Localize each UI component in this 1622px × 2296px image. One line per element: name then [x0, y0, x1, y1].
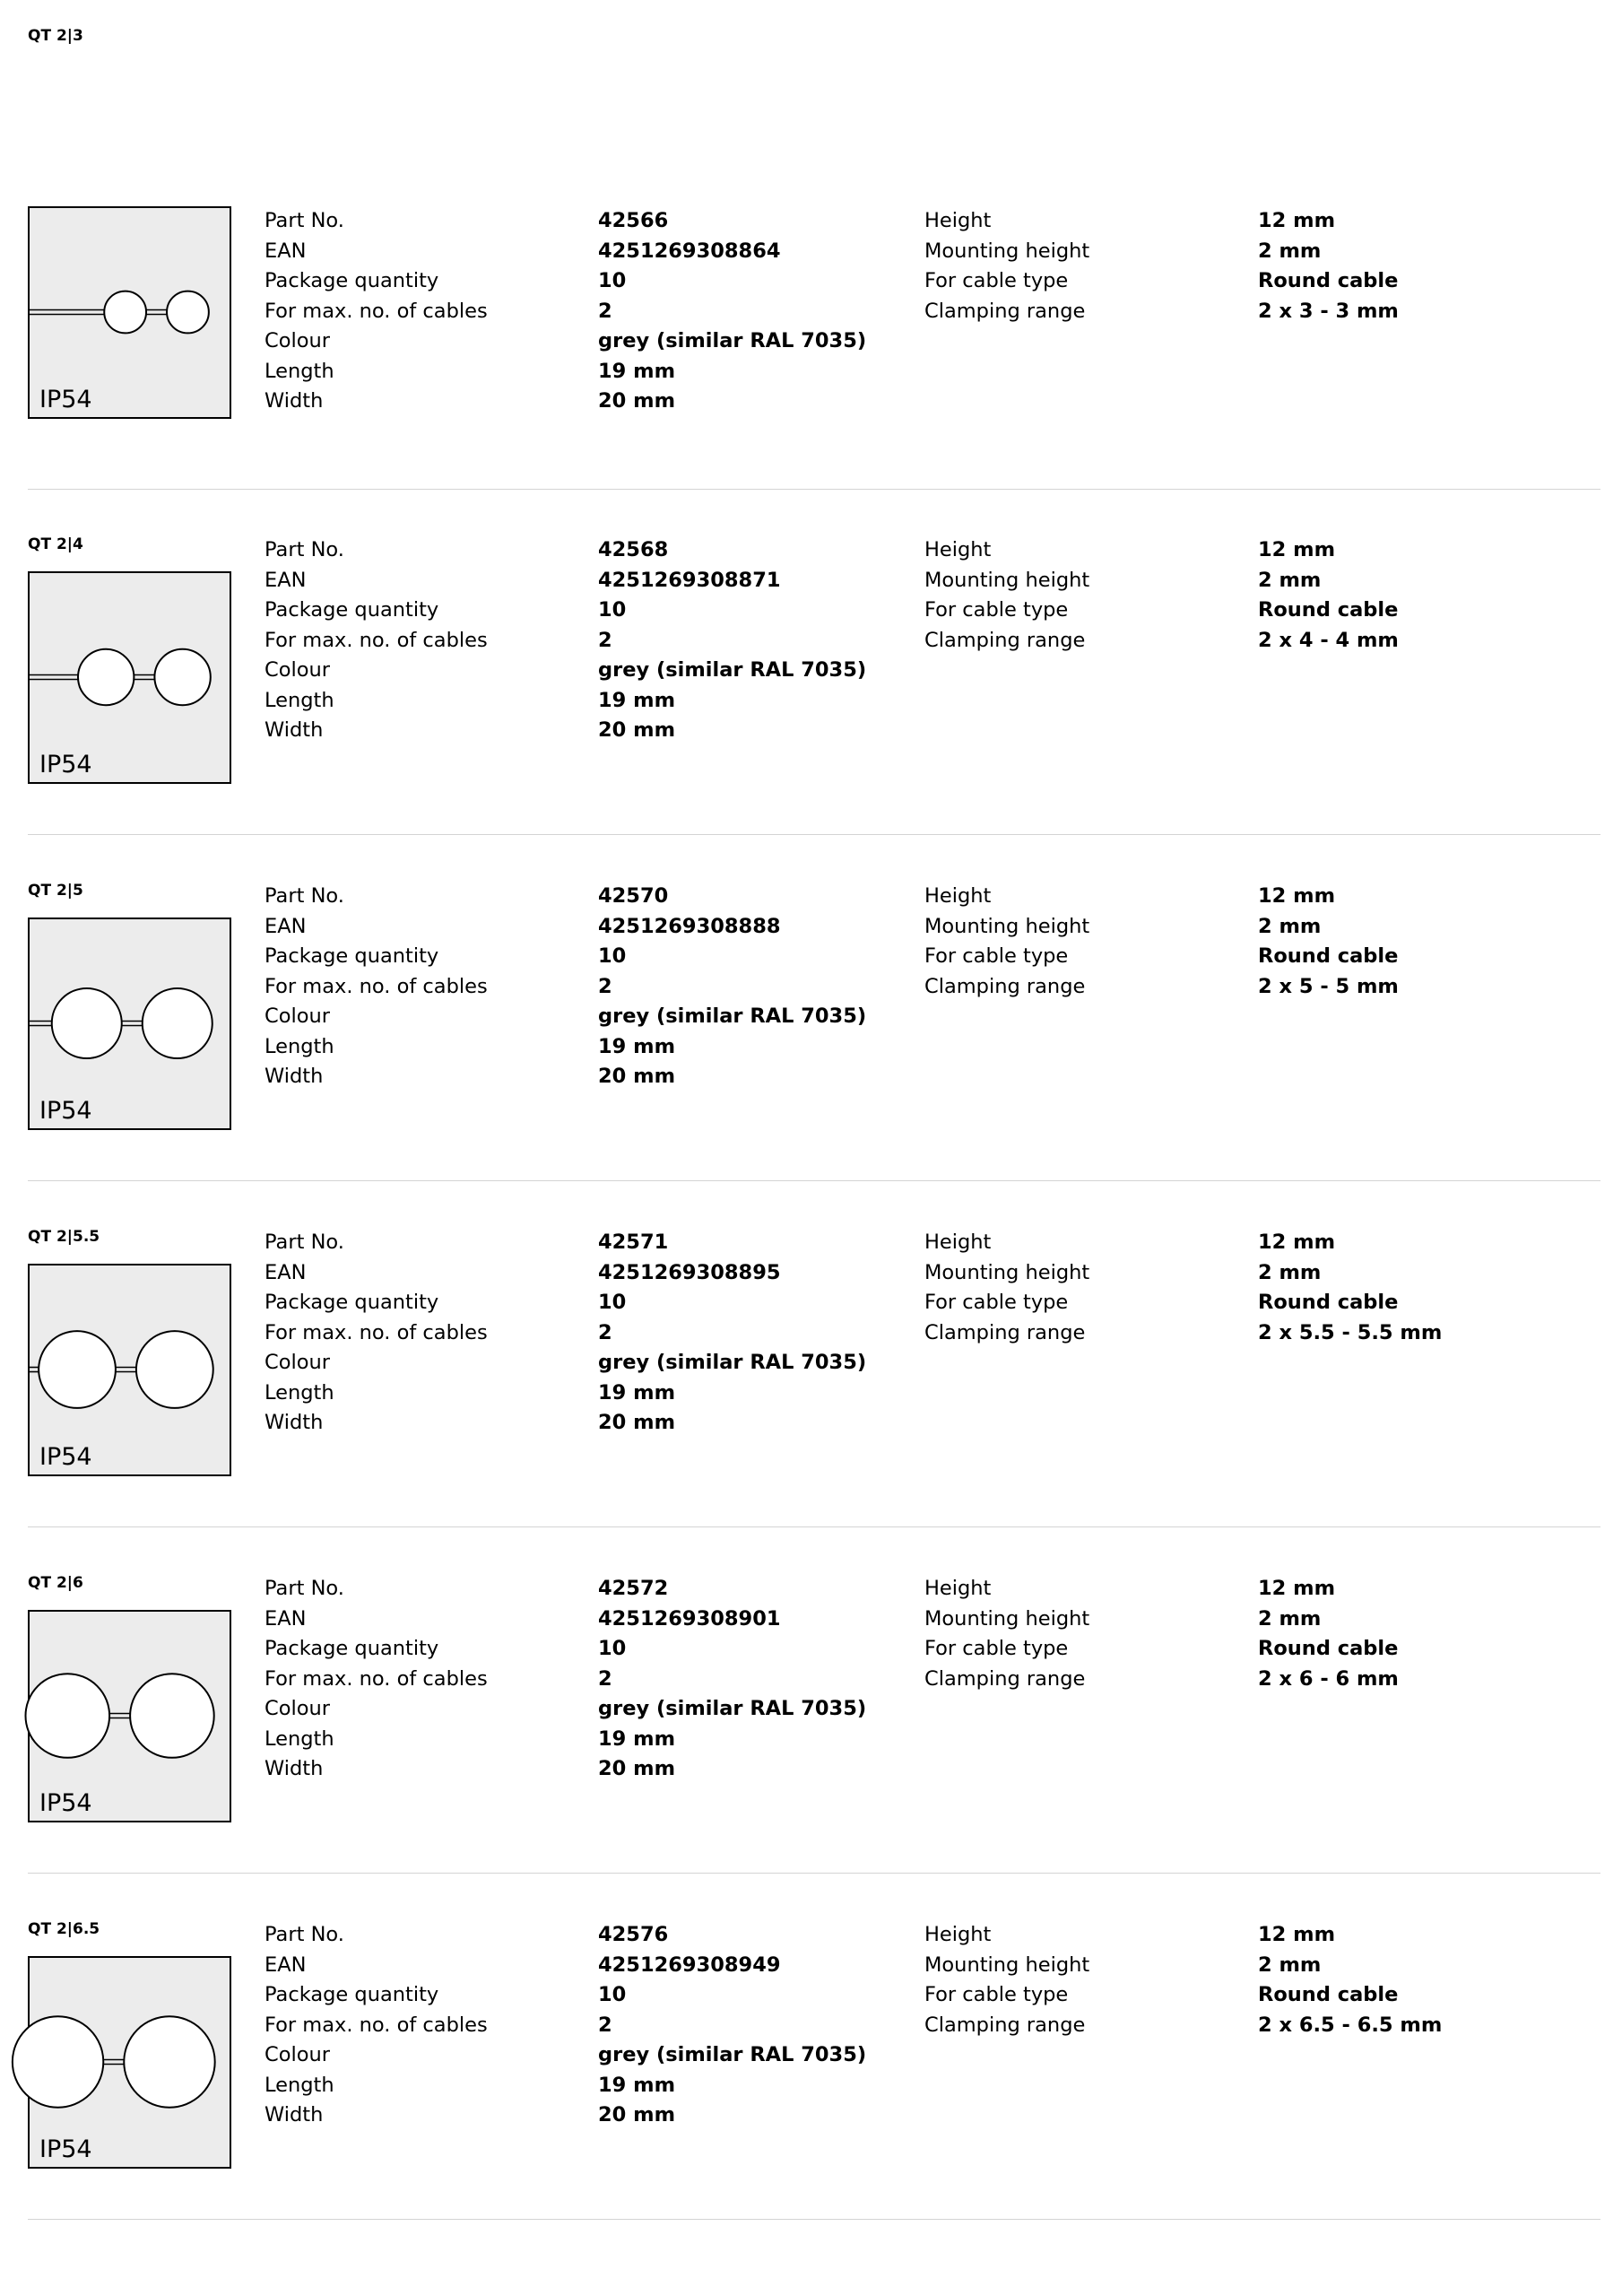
spec-value: 4251269308871: [598, 568, 781, 592]
spec-label: For max. no. of cables: [265, 628, 488, 652]
spec-value: 2 mm: [1258, 914, 1322, 938]
spec-label: EAN: [265, 1260, 307, 1284]
spec-column: [598, 535, 866, 746]
spec-value: 2 x 3 - 3 mm: [1258, 299, 1399, 323]
ip-rating-label: IP54: [39, 2135, 92, 2163]
separator: [28, 1180, 1600, 1181]
product-drawing: [28, 1956, 231, 2169]
spec-value: 12 mm: [1258, 209, 1336, 232]
spec-value: grey (similar RAL 7035): [598, 2043, 867, 2066]
spec-label: Height: [924, 884, 992, 908]
spec-value: 19 mm: [598, 688, 676, 712]
spec-column: [924, 1574, 1089, 1694]
spec-value: 42571: [598, 1231, 669, 1254]
spec-value: 2 x 5 - 5 mm: [1258, 974, 1399, 998]
spec-value: 2 x 5.5 - 5.5 mm: [1258, 1320, 1443, 1344]
spec-column: [924, 535, 1089, 656]
spec-value: 20 mm: [598, 389, 676, 413]
product-drawing: [28, 206, 231, 419]
spec-value: 19 mm: [598, 1726, 676, 1751]
cable-hole: [154, 649, 210, 705]
spec-value: 2 mm: [1258, 1260, 1322, 1284]
cable-hole: [78, 649, 134, 705]
spec-value: 2: [598, 2013, 612, 2037]
spec-value: Round cable: [1258, 1983, 1399, 2006]
spec-label: EAN: [265, 239, 307, 263]
spec-value: 20 mm: [598, 1065, 676, 1088]
spec-value: 42570: [598, 884, 669, 908]
spec-value: 10: [598, 1637, 627, 1660]
spec-label: Package quantity: [265, 1637, 439, 1660]
spec-label: Mounting height: [924, 568, 1090, 592]
separator: [28, 2219, 1600, 2220]
cable-hole: [124, 2016, 214, 2107]
product-drawing: [28, 1264, 231, 1476]
spec-column: [265, 206, 488, 417]
spec-label: Width: [265, 1065, 324, 1088]
spec-value: Round cable: [1258, 598, 1399, 622]
spec-value: 10: [598, 1983, 627, 2006]
spec-label: Colour: [265, 658, 331, 682]
spec-column: [1258, 535, 1399, 656]
spec-label: Package quantity: [265, 944, 439, 968]
product-title: QT 2|5: [28, 882, 83, 900]
spec-value: 12 mm: [1258, 1231, 1336, 1254]
spec-value: 42576: [598, 1923, 669, 1946]
spec-label: Clamping range: [924, 628, 1086, 652]
spec-label: Part No.: [265, 1231, 344, 1254]
product-title: QT 2|5.5: [28, 1228, 100, 1246]
spec-label: Package quantity: [265, 269, 439, 292]
spec-value: 2 x 6 - 6 mm: [1258, 1666, 1399, 1691]
spec-value: 2: [598, 299, 612, 323]
spec-value: 10: [598, 598, 627, 622]
spec-label: Width: [265, 718, 324, 742]
spec-value: 12 mm: [1258, 1923, 1336, 1946]
cable-hole: [52, 988, 122, 1058]
spec-value: 2: [598, 1320, 612, 1344]
spec-value: 2: [598, 628, 612, 652]
spec-column: [1258, 1574, 1399, 1694]
spec-label: For max. no. of cables: [265, 2013, 488, 2037]
separator: [28, 1526, 1600, 1527]
product-drawing: [28, 918, 231, 1130]
spec-label: Part No.: [265, 884, 344, 908]
spec-label: Clamping range: [924, 974, 1086, 998]
spec-label: Length: [265, 1380, 334, 1405]
spec-label: Package quantity: [265, 1291, 439, 1314]
product-title: QT 2|6.5: [28, 1920, 100, 1938]
cable-hole: [104, 291, 146, 334]
spec-value: Round cable: [1258, 1637, 1399, 1660]
spec-label: Part No.: [265, 1923, 344, 1946]
spec-column: [924, 206, 1089, 326]
spec-label: For cable type: [924, 1983, 1069, 2006]
spec-label: Height: [924, 1923, 992, 1946]
ip-rating-label: IP54: [39, 1097, 92, 1125]
spec-value: 20 mm: [598, 1411, 676, 1434]
spec-label: Height: [924, 1231, 992, 1254]
spec-value: Round cable: [1258, 269, 1399, 292]
spec-value: Round cable: [1258, 1291, 1399, 1314]
spec-value: 2 mm: [1258, 1606, 1322, 1631]
spec-label: Colour: [265, 1697, 331, 1720]
spec-label: For cable type: [924, 1637, 1069, 1660]
separator: [28, 489, 1600, 490]
spec-label: For max. no. of cables: [265, 299, 488, 323]
spec-value: 42566: [598, 209, 669, 232]
spec-column: [924, 1228, 1089, 1348]
product-drawing: [28, 571, 231, 784]
spec-label: Part No.: [265, 1577, 344, 1600]
spec-label: Clamping range: [924, 299, 1086, 323]
spec-label: Mounting height: [924, 1260, 1090, 1284]
spec-value: 2 mm: [1258, 239, 1322, 263]
spec-label: Mounting height: [924, 1606, 1090, 1631]
spec-column: [598, 206, 866, 417]
spec-label: Height: [924, 209, 992, 232]
spec-value: 10: [598, 944, 627, 968]
spec-value: 19 mm: [598, 2073, 676, 2097]
spec-column: [265, 1228, 488, 1439]
spec-label: Package quantity: [265, 598, 439, 622]
spec-column: [265, 882, 488, 1092]
spec-label: Colour: [265, 1004, 331, 1028]
spec-value: 20 mm: [598, 718, 676, 742]
spec-label: EAN: [265, 1952, 307, 1977]
cable-hole: [13, 2016, 103, 2107]
spec-value: grey (similar RAL 7035): [598, 1697, 867, 1720]
cable-hole: [130, 1674, 214, 1758]
product-title: QT 2|4: [28, 535, 83, 553]
spec-value: 2 x 6.5 - 6.5 mm: [1258, 2013, 1443, 2037]
separator: [28, 1873, 1600, 1874]
spec-column: [265, 1574, 488, 1785]
spec-label: For cable type: [924, 1291, 1069, 1314]
spec-label: Colour: [265, 2043, 331, 2066]
spec-value: 2 x 4 - 4 mm: [1258, 628, 1399, 652]
cable-hole: [136, 1331, 213, 1408]
spec-value: 4251269308888: [598, 914, 781, 938]
spec-column: [598, 1920, 866, 2131]
ip-rating-label: IP54: [39, 386, 92, 413]
spec-label: Width: [265, 1757, 324, 1780]
spec-label: EAN: [265, 568, 307, 592]
spec-value: 12 mm: [1258, 1577, 1336, 1600]
spec-value: Round cable: [1258, 944, 1399, 968]
separator: [28, 834, 1600, 835]
spec-label: Clamping range: [924, 1666, 1086, 1691]
spec-label: Length: [265, 688, 334, 712]
ip-rating-label: IP54: [39, 1789, 92, 1817]
spec-label: For max. no. of cables: [265, 974, 488, 998]
ip-rating-label: IP54: [39, 1443, 92, 1471]
spec-value: 42568: [598, 538, 669, 561]
spec-value: 10: [598, 269, 627, 292]
spec-value: 4251269308901: [598, 1606, 781, 1631]
spec-label: Mounting height: [924, 239, 1090, 263]
cable-hole: [167, 291, 209, 334]
spec-column: [1258, 1920, 1442, 2040]
spec-column: [1258, 882, 1399, 1002]
spec-label: For cable type: [924, 598, 1069, 622]
spec-value: 2 mm: [1258, 568, 1322, 592]
spec-label: Mounting height: [924, 914, 1090, 938]
spec-label: Width: [265, 389, 324, 413]
spec-column: [924, 1920, 1089, 2040]
spec-column: [1258, 206, 1399, 326]
spec-label: Colour: [265, 1351, 331, 1374]
spec-label: EAN: [265, 1606, 307, 1631]
spec-value: 4251269308864: [598, 239, 781, 263]
spec-value: 4251269308895: [598, 1260, 781, 1284]
spec-value: 20 mm: [598, 2103, 676, 2126]
spec-label: For max. no. of cables: [265, 1666, 488, 1691]
spec-label: Height: [924, 1577, 992, 1600]
product-title: QT 2|6: [28, 1574, 83, 1592]
spec-label: Length: [265, 359, 334, 383]
spec-label: Mounting height: [924, 1952, 1090, 1977]
spec-label: EAN: [265, 914, 307, 938]
spec-label: For cable type: [924, 269, 1069, 292]
spec-label: Length: [265, 1034, 334, 1058]
spec-label: Width: [265, 2103, 324, 2126]
spec-label: Length: [265, 1726, 334, 1751]
spec-label: Colour: [265, 329, 331, 352]
spec-value: 19 mm: [598, 1034, 676, 1058]
spec-column: [598, 1228, 866, 1439]
spec-value: 19 mm: [598, 1380, 676, 1405]
spec-value: 2: [598, 1666, 612, 1691]
spec-value: 2 mm: [1258, 1952, 1322, 1977]
spec-value: grey (similar RAL 7035): [598, 1351, 867, 1374]
spec-column: [265, 1920, 488, 2131]
spec-column: [1258, 1228, 1442, 1348]
spec-column: [598, 1574, 866, 1785]
spec-label: Part No.: [265, 209, 344, 232]
spec-label: Length: [265, 2073, 334, 2097]
spec-value: grey (similar RAL 7035): [598, 329, 867, 352]
spec-label: For cable type: [924, 944, 1069, 968]
spec-value: 20 mm: [598, 1757, 676, 1780]
spec-value: grey (similar RAL 7035): [598, 658, 867, 682]
spec-label: Clamping range: [924, 1320, 1086, 1344]
spec-column: [598, 882, 866, 1092]
spec-column: [265, 535, 488, 746]
spec-value: 12 mm: [1258, 538, 1336, 561]
spec-label: Package quantity: [265, 1983, 439, 2006]
spec-label: Height: [924, 538, 992, 561]
spec-value: 10: [598, 1291, 627, 1314]
ip-rating-label: IP54: [39, 751, 92, 778]
product-title: QT 2|3: [28, 27, 83, 45]
spec-value: grey (similar RAL 7035): [598, 1004, 867, 1028]
spec-value: 12 mm: [1258, 884, 1336, 908]
spec-label: Part No.: [265, 538, 344, 561]
spec-value: 42572: [598, 1577, 669, 1600]
spec-column: [924, 882, 1089, 1002]
spec-value: 19 mm: [598, 359, 676, 383]
spec-label: Clamping range: [924, 2013, 1086, 2037]
spec-value: 4251269308949: [598, 1952, 781, 1977]
spec-label: For max. no. of cables: [265, 1320, 488, 1344]
spec-label: Width: [265, 1411, 324, 1434]
product-drawing: [28, 1610, 231, 1822]
cable-hole: [143, 988, 213, 1058]
spec-value: 2: [598, 974, 612, 998]
cable-hole: [39, 1331, 116, 1408]
cable-hole: [26, 1674, 110, 1758]
